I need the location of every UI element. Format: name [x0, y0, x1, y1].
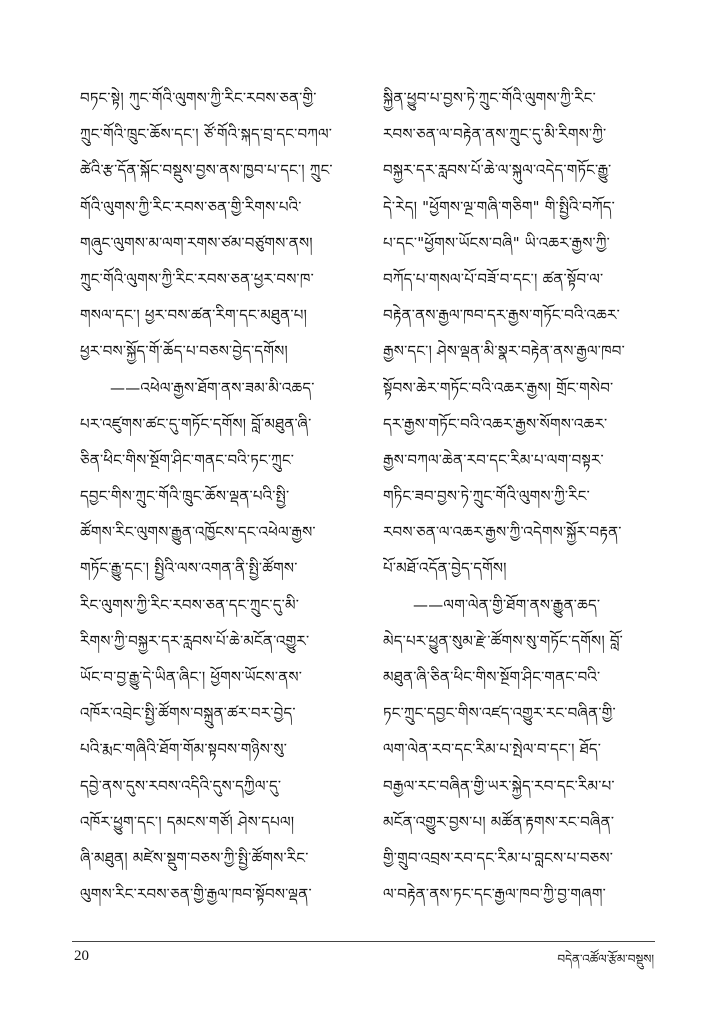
- right-column: [383, 80, 651, 912]
- text-line: ཞི་མཐུན། མཛེས་སྡུག་བཅས་ཀྱི་སྤྱི་ཚོགས་རིང་: [80, 848, 309, 867]
- text-line: ——འཕེལ་རྒྱས་ཐོག་ནས་ཟམ་མི་འཆད་: [110, 378, 315, 397]
- text-line: བརྟེན་ནས་རྒྱལ་ཁབ་དར་རྒྱས་གཏོང་བའི་འཆར་: [383, 306, 620, 325]
- text-line: གསལ་དང་། ཕྱར་བས་ཚན་རིག་དང་མཐུན་པ།: [80, 306, 308, 325]
- text-line: སྟོབས་ཆེར་གཏོང་བའི་འཆར་རྒྱས། གྲོང་གསེབ་: [383, 378, 614, 397]
- text-line: ཕྱར་བས་སྐྱོད་གོ་ཆོད་པ་བཅས་བྱེད་དགོས།: [80, 342, 288, 361]
- text-line: པར་འཛུགས་ཚང་དུ་གཏོང་དགོས། བློ་མཐུན་ཞི་: [80, 414, 312, 433]
- text-line: ཀྲུང་གོའི་ལུགས་ཀྱི་རིང་རབས་ཅན་ཕྱར་བས་ཁ་: [80, 269, 314, 288]
- text-line: ཏང་ཀྲུང་དབྱང་གིས་འཛད་འགྱུར་རང་བཞིན་གྱི་: [383, 704, 616, 723]
- text-line: བསྐྱར་དར་རླབས་པོ་ཆེ་ལ་སྐུལ་འདེད་གཏོང་རྒྱུ་: [383, 161, 612, 180]
- text-line: དབྱང་གིས་ཀྲུང་གོའི་ཁྲུང་ཆོས་ལྡན་པའི་སྤྱི་: [80, 487, 290, 506]
- text-line: གཞུང་ལུགས་མ་ལག་རགས་ཙམ་བཙུགས་ནས།: [80, 233, 313, 252]
- text-line: གྱི་གྲུབ་འབྲས་རབ་དང་རིམ་པ་བླངས་པ་བཅས་: [383, 848, 614, 867]
- text-line: ལག་ལེན་རབ་དང་རིམ་པ་སྤེལ་བ་དང་། ཐོད་: [383, 740, 602, 759]
- running-title: བདེན་འཚོལ་རྩོམ་བསྡུས།: [557, 952, 654, 966]
- text-line: མངོན་འགྱུར་བྱས་པ། མཚོན་རྟགས་རང་བཞིན་: [383, 812, 615, 831]
- left-column: [80, 80, 348, 912]
- text-line: ཚོགས་རིང་ལུགས་རྒྱུན་འཁྱོངས་དང་འཕེལ་རྒྱས་: [80, 523, 316, 542]
- text-line: དེ་རེད། "ཕྱོགས་ལྔ་གཞི་གཅིག" གི་སྤྱིའི་བཀོད་: [383, 197, 615, 216]
- page-number: 20: [74, 948, 89, 964]
- text-line: བརྒྱལ་རང་བཞིན་གྱི་ཡར་སྐྱེད་རབ་དང་རིམ་པ་: [383, 776, 615, 795]
- text-line: ལུགས་རིང་རབས་ཅན་གྱི་རྒྱལ་ཁབ་སྟོབས་ལྡན་: [80, 885, 312, 904]
- text-line: རིང་ལུགས་ཀྱི་རིང་རབས་ཅན་དང་ཀྲུང་དུ་མི་: [80, 595, 300, 614]
- text-line: གཏིང་ཟབ་བྱས་ཏེ་ཀྲུང་གོའི་ལུགས་ཀྱི་རིང་: [383, 487, 590, 506]
- text-line: ཅིན་ཕིང་གིས་སྔོག་ཤིང་གནང་བའི་ཏང་ཀྲུང་: [80, 450, 295, 469]
- text-line: འཁོར་འབྲེང་སྤྱི་ཚོགས་བསྐྲུན་ཚར་བར་བྱེད་: [80, 704, 296, 723]
- text-line: དར་རྒྱས་གཏོང་བའི་འཆར་རྒྱས་སོགས་འཆར་: [383, 414, 608, 433]
- text-line: ཀྲུང་གོའི་ཁྲུང་ཆོས་དང་། ཙོ་གོའི་སྐད་བྲ་དང་བཀལ་: [80, 125, 333, 144]
- text-line: སྐྱིན་ཕྱུབ་པ་བྱས་ཏེ་ཀྲུང་གོའི་ལུགས་ཀྱི་རིང་: [383, 89, 596, 107]
- text-line: རབས་ཅན་ལ་འཆར་རྒྱས་ཀྱི་འདེགས་སྐྱོར་བརྟན་: [383, 523, 622, 542]
- text-line: མེད་པར་ཕྱུན་སུམ་རྫེ་ཚོགས་སུ་གཏོང་དགོས། བློ་: [383, 631, 623, 650]
- text-line: པ་དང་"ཕྱོགས་ཡོངས་བཞི" ཡི་འཆར་རྒྱས་ཀྱི་: [383, 233, 610, 252]
- text-line: བཏང་སྟེ། ཀུང་གོའི་ལུགས་ཀྱི་རིང་རབས་ཅན་གྱི་: [80, 89, 317, 107]
- text-line: ཚེའི་རྩ་དོན་སྐོང་བསྡུས་བྱས་ནས་ཁྱབ་པ་དང་། ཀྲུང་: [80, 161, 333, 180]
- footer-rule: [72, 941, 655, 942]
- text-line: འཁོར་ཕྱུག་དང་། དམངས་གཙོ། ཤེས་དཔལ།: [80, 812, 295, 831]
- text-line: ཡོང་བ་བྱ་རྒྱུ་དེ་ཡིན་ཞིང་། ཕྱོགས་ཡོངས་ནས་: [80, 668, 303, 686]
- text-line: རབས་ཅན་ལ་བརྟེན་ནས་ཀྲུང་དུ་མི་རིགས་ཀྱི་: [383, 125, 607, 144]
- text-line: དབྱེ་ནས་དུས་རབས་འདིའི་དུས་དཀྱིལ་དུ་: [80, 776, 282, 795]
- text-line: བཀོད་པ་གསལ་པོ་བཟོ་བ་དང་། ཚན་སྟོབ་ལ་: [383, 269, 604, 288]
- text-line: པོ་མཐོ་འདོན་བྱེད་དགོས།: [383, 559, 507, 578]
- text-line: རིགས་ཀྱི་བསྐྱར་དར་རླབས་པོ་ཆེ་མངོན་འགྱུར་: [80, 631, 310, 650]
- text-line: པའི་རྨང་གཞིའི་ཐོག་གོམ་སྟབས་གཉིས་སུ་: [80, 740, 288, 759]
- text-line: རྒྱས་དང་། ཤེས་ལྡན་མི་སྣར་བརྟེན་ནས་རྒྱལ་ཁབ་: [383, 342, 625, 361]
- text-line: ——ལག་ལེན་གྱི་ཐོག་ནས་རྒྱུན་ཆད་: [413, 595, 601, 614]
- text-line: རྒྱས་བཀལ་ཆེན་རབ་དང་རིམ་པ་ལག་བསྟར་: [383, 450, 604, 469]
- text-line: གཏོང་རྒྱུ་དང་། སྤྱིའི་ལས་འགན་ནི་སྤྱི་ཚོགས་: [80, 559, 298, 578]
- text-line: མཐུན་ཞི་ཅིན་ཕིང་གིས་སྔོག་ཤིང་གནང་བའི་: [383, 668, 601, 686]
- text-line: གོའི་ལུགས་ཀྱི་རིང་རབས་ཅན་གྱི་རིགས་པའི་: [80, 197, 302, 216]
- text-line: ལ་བརྟེན་ནས་ཏང་དང་རྒྱལ་ཁབ་ཀྱི་བྱ་གཞག་: [383, 885, 606, 904]
